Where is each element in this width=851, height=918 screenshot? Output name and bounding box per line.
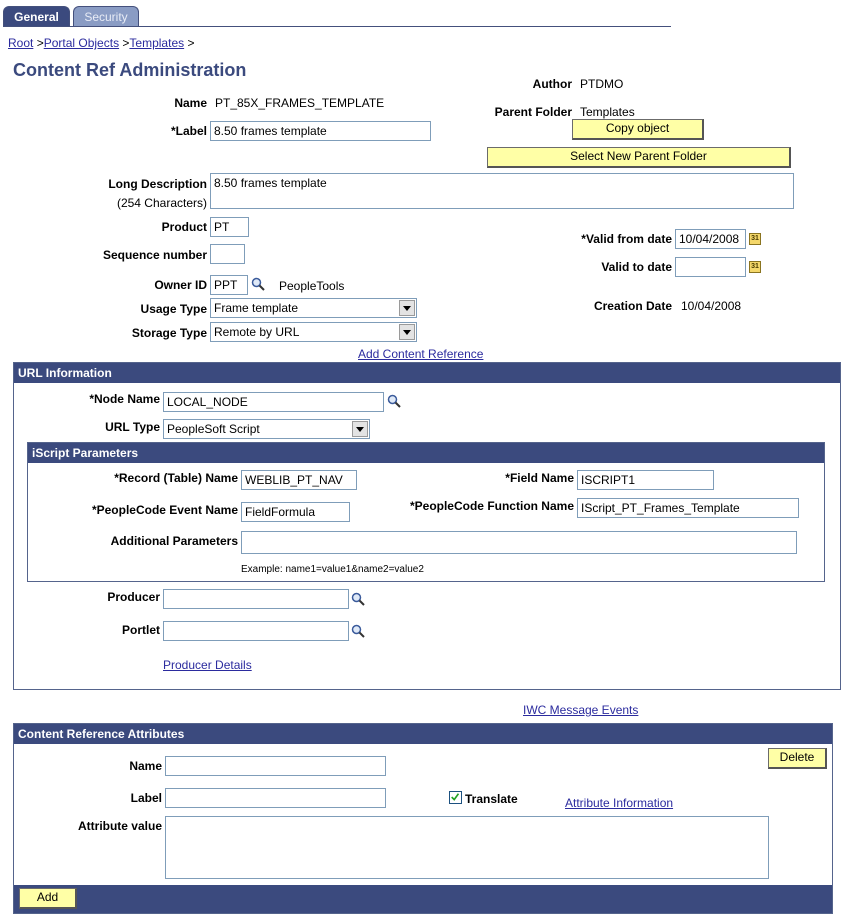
attribute-name-label: Name xyxy=(129,759,162,773)
copy-object-button[interactable]: Copy object xyxy=(572,119,704,140)
chevron-down-icon[interactable] xyxy=(352,421,368,437)
usage-type-select[interactable] xyxy=(210,298,417,318)
attribute-value-label: Attribute value xyxy=(77,819,162,833)
checkmark-icon xyxy=(450,792,461,803)
add-button[interactable]: Add xyxy=(19,888,77,909)
creation-date-value: 10/04/2008 xyxy=(681,299,742,313)
parent-folder-label: Parent Folder xyxy=(494,105,572,119)
valid-from-label: *Valid from date xyxy=(581,232,672,246)
chevron-down-icon[interactable] xyxy=(399,324,415,340)
translate-label: Translate xyxy=(465,792,518,806)
usage-type-label: Usage Type xyxy=(140,302,207,316)
owner-id-field[interactable]: PPT xyxy=(210,275,248,295)
storage-type-value: Remote by URL xyxy=(214,325,300,339)
page-title: Content Ref Administration xyxy=(13,60,247,80)
url-type-label: URL Type xyxy=(105,420,160,434)
sequence-number-label: Sequence number xyxy=(102,248,207,262)
field-name-label: *Field Name xyxy=(505,471,574,485)
peoplecode-event-field[interactable]: FieldFormula xyxy=(241,502,350,522)
breadcrumb-portal-objects[interactable]: Portal Objects xyxy=(43,36,120,50)
label-field[interactable]: 8.50 frames template xyxy=(210,121,431,141)
sequence-number-field[interactable] xyxy=(210,244,245,264)
iwc-message-events-link[interactable]: IWC Message Events xyxy=(523,703,639,717)
author-label: Author xyxy=(532,77,572,91)
owner-id-label: Owner ID xyxy=(154,278,207,292)
node-name-label: *Node Name xyxy=(89,392,160,406)
calendar-icon[interactable]: 31 xyxy=(749,233,761,245)
attribute-value-field[interactable] xyxy=(165,816,769,879)
tab-security[interactable]: Security xyxy=(73,6,139,26)
attribute-name-field[interactable] xyxy=(165,756,386,776)
field-name-field[interactable]: ISCRIPT1 xyxy=(577,470,714,490)
chevron-down-icon[interactable] xyxy=(399,300,415,316)
calendar-icon[interactable]: 31 xyxy=(749,261,761,273)
parent-folder-value: Templates xyxy=(580,105,635,119)
producer-details-link[interactable]: Producer Details xyxy=(163,658,252,672)
label-label: *Label xyxy=(170,124,207,138)
valid-to-label: Valid to date xyxy=(601,260,672,274)
additional-parameters-label: Additional Parameters xyxy=(110,534,238,548)
record-name-field[interactable]: WEBLIB_PT_NAV xyxy=(241,470,357,490)
creation-date-label: Creation Date xyxy=(593,299,672,313)
attribute-information-link[interactable]: Attribute Information xyxy=(565,796,674,810)
peoplecode-event-label: *PeopleCode Event Name xyxy=(91,503,238,517)
name-value: PT_85X_FRAMES_TEMPLATE xyxy=(215,96,385,110)
additional-parameters-field[interactable] xyxy=(241,531,797,554)
peoplecode-function-field[interactable]: IScript_PT_Frames_Template xyxy=(577,498,799,518)
storage-type-label: Storage Type xyxy=(131,326,207,340)
lookup-icon[interactable] xyxy=(351,624,365,638)
storage-type-select[interactable] xyxy=(210,322,417,342)
example-hint: Example: name1=value1&name2=value2 xyxy=(241,564,424,575)
record-name-label: *Record (Table) Name xyxy=(114,471,238,485)
product-label: Product xyxy=(161,220,207,234)
portlet-field[interactable] xyxy=(163,621,349,641)
attribute-label-field[interactable] xyxy=(165,788,386,808)
add-content-reference-link[interactable]: Add Content Reference xyxy=(358,347,484,361)
peoplecode-function-label: *PeopleCode Function Name xyxy=(409,499,574,513)
valid-to-field[interactable] xyxy=(675,257,746,277)
breadcrumb-sep: > xyxy=(184,36,195,50)
url-type-select[interactable] xyxy=(163,419,370,439)
translate-checkbox[interactable] xyxy=(449,791,462,804)
producer-field[interactable] xyxy=(163,589,349,609)
breadcrumb-root[interactable]: Root xyxy=(8,36,34,50)
breadcrumb-sep: > xyxy=(33,36,44,50)
tab-general[interactable]: General xyxy=(3,6,70,26)
attributes-header: Content Reference Attributes xyxy=(14,724,832,744)
select-new-parent-folder-button[interactable]: Select New Parent Folder xyxy=(487,147,791,168)
long-description-label: Long Description xyxy=(108,177,207,191)
iscript-parameters-header: iScript Parameters xyxy=(28,443,824,463)
name-label: Name xyxy=(174,96,207,110)
lookup-icon[interactable] xyxy=(251,277,265,291)
delete-button[interactable]: Delete xyxy=(768,748,827,769)
usage-type-value: Frame template xyxy=(214,301,299,315)
valid-from-field[interactable]: 10/04/2008 xyxy=(675,229,746,249)
author-value: PTDMO xyxy=(580,77,624,91)
attributes-footer-bar xyxy=(14,885,832,913)
producer-label: Producer xyxy=(107,590,160,604)
long-description-field[interactable]: 8.50 frames template xyxy=(210,173,794,209)
owner-id-description: PeopleTools xyxy=(279,279,345,293)
breadcrumb-templates[interactable]: Templates xyxy=(129,36,185,50)
url-information-header: URL Information xyxy=(14,363,840,383)
long-description-sublabel: (254 Characters) xyxy=(116,196,207,210)
breadcrumb xyxy=(8,36,194,50)
lookup-icon[interactable] xyxy=(351,592,365,606)
url-type-value: PeopleSoft Script xyxy=(167,422,260,436)
tab-bar-line xyxy=(3,26,671,27)
node-name-field[interactable]: LOCAL_NODE xyxy=(163,392,384,412)
attribute-label-label: Label xyxy=(130,791,162,805)
product-field[interactable]: PT xyxy=(210,217,249,237)
breadcrumb-sep: > xyxy=(119,36,130,50)
lookup-icon[interactable] xyxy=(387,394,401,408)
portlet-label: Portlet xyxy=(121,623,160,637)
